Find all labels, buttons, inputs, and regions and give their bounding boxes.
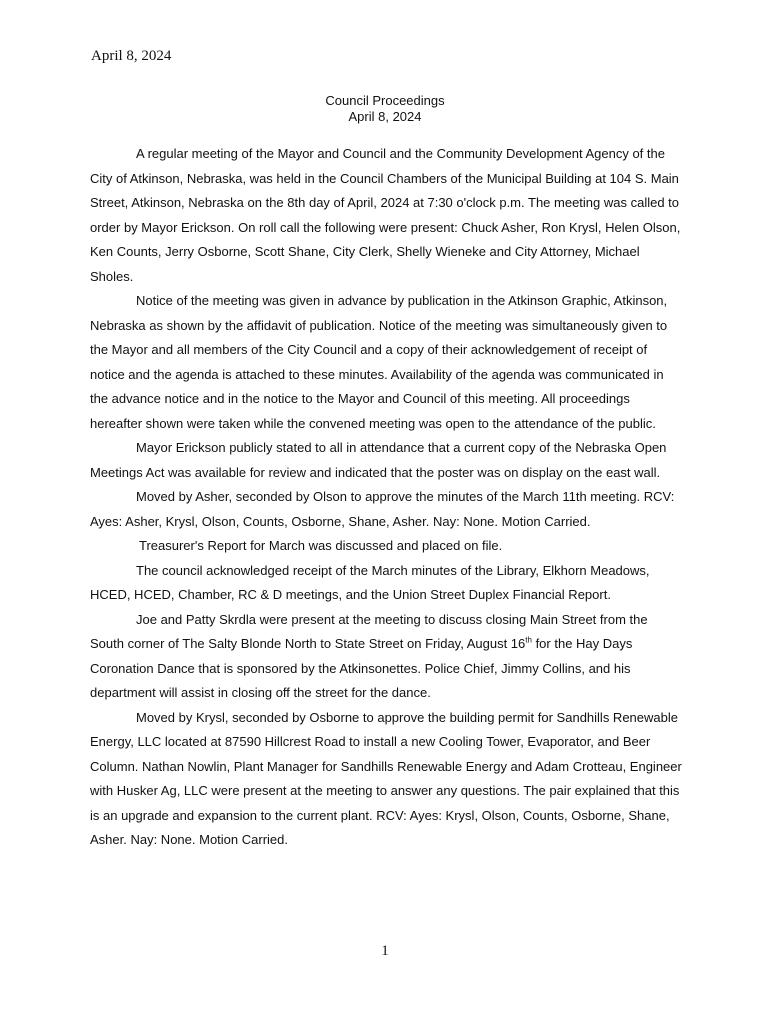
street-closing-text-start: Joe and Patty Skrdla were present at the meeting to discuss closing Main Street from the South corner of The Salty Blonde North to State Street on Friday, August 16 bbox=[90, 611, 648, 651]
paragraph-notice: Notice of the meeting was given in advance by publication in the Atkinson Graphic, Atkinson, Nebraska as shown by the affidavit of publication. Notice of the meeting was simultaneously given to the Mayor and all members of the City Council and a copy of their acknowledgement of receipt of notice and the agenda is attached to these minutes. Availability of the agenda was communicated in the advance notice and in the notice to the Mayor and Council of this meeting. All proceedings hereafter shown were taken while the convened meeting was open to the attendance of the public. bbox=[90, 293, 668, 431]
document-title bbox=[0, 93, 770, 125]
minutes-body bbox=[90, 142, 682, 853]
page-header-date: April 8, 2024 bbox=[91, 48, 172, 64]
paragraph-building-permit: Moved by Krysl, seconded by Osborne to approve the building permit for Sandhills Renewable Energy, LLC located at 87590 Hillcrest Road to install a new Cooling Tower, Evaporator, and Beer Column. Nathan Nowlin, Plant Manager for Sandhills Renewable Energy and Adam Crotteau, Engineer with Husker Ag, LLC were present at the meeting to answer any questions. The pair explained that this is an upgrade and expansion to the current plant. RCV: Ayes: Krysl, Olson, Counts, Osborne, Shane, Asher. Nay: None. Motion Carried. bbox=[90, 709, 682, 847]
page-number: 1 bbox=[381, 943, 389, 959]
paragraph-treasurer-report: Treasurer's Report for March was discussed and placed on file. bbox=[139, 538, 503, 553]
paragraph-meeting-opening: A regular meeting of the Mayor and Council and the Community Development Agency of the City of Atkinson, Nebraska, was held in the Council Chambers of the Municipal Building at 104 S. Main Street, Atkinson, Nebraska on the 8th day of April, 2024 at 7:30 o'clock p.m. The meeting was called to order by Mayor Erickson. On roll call the following were present: Chuck Asher, Ron Krysl, Helen Olson, Ken Counts, Jerry Osborne, Scott Shane, City Clerk, Shelly Wieneke and City Attorney, Michael Sholes. bbox=[90, 146, 681, 284]
street-closing-text-end: for the Hay Days Coronation Dance that is sponsored by the Atkinsonettes. Police Chief, Jimmy Collins, and his department will assist in closing off the street for the dance. bbox=[90, 636, 633, 700]
paragraph-open-meetings-act: Mayor Erickson publicly stated to all in attendance that a current copy of the Nebraska Open Meetings Act was available for review and indicated that the poster was on display on the east wall. bbox=[90, 440, 667, 480]
paragraph-minutes-approval: Moved by Asher, seconded by Olson to approve the minutes of the March 11th meeting. RCV: Ayes: Asher, Krysl, Olson, Counts, Osborne, Shane, Asher. Nay: None. Motion Carried. bbox=[90, 489, 675, 529]
paragraph-street-closing bbox=[90, 608, 682, 706]
ordinal-suffix: th bbox=[525, 635, 532, 645]
paragraph-reports-received: The council acknowledged receipt of the March minutes of the Library, Elkhorn Meadows, HCED, HCED, Chamber, RC & D meetings, and the Union Street Duplex Financial Report. bbox=[90, 562, 650, 602]
title-date: April 8, 2024 bbox=[348, 109, 422, 124]
title-heading: Council Proceedings bbox=[325, 93, 445, 108]
